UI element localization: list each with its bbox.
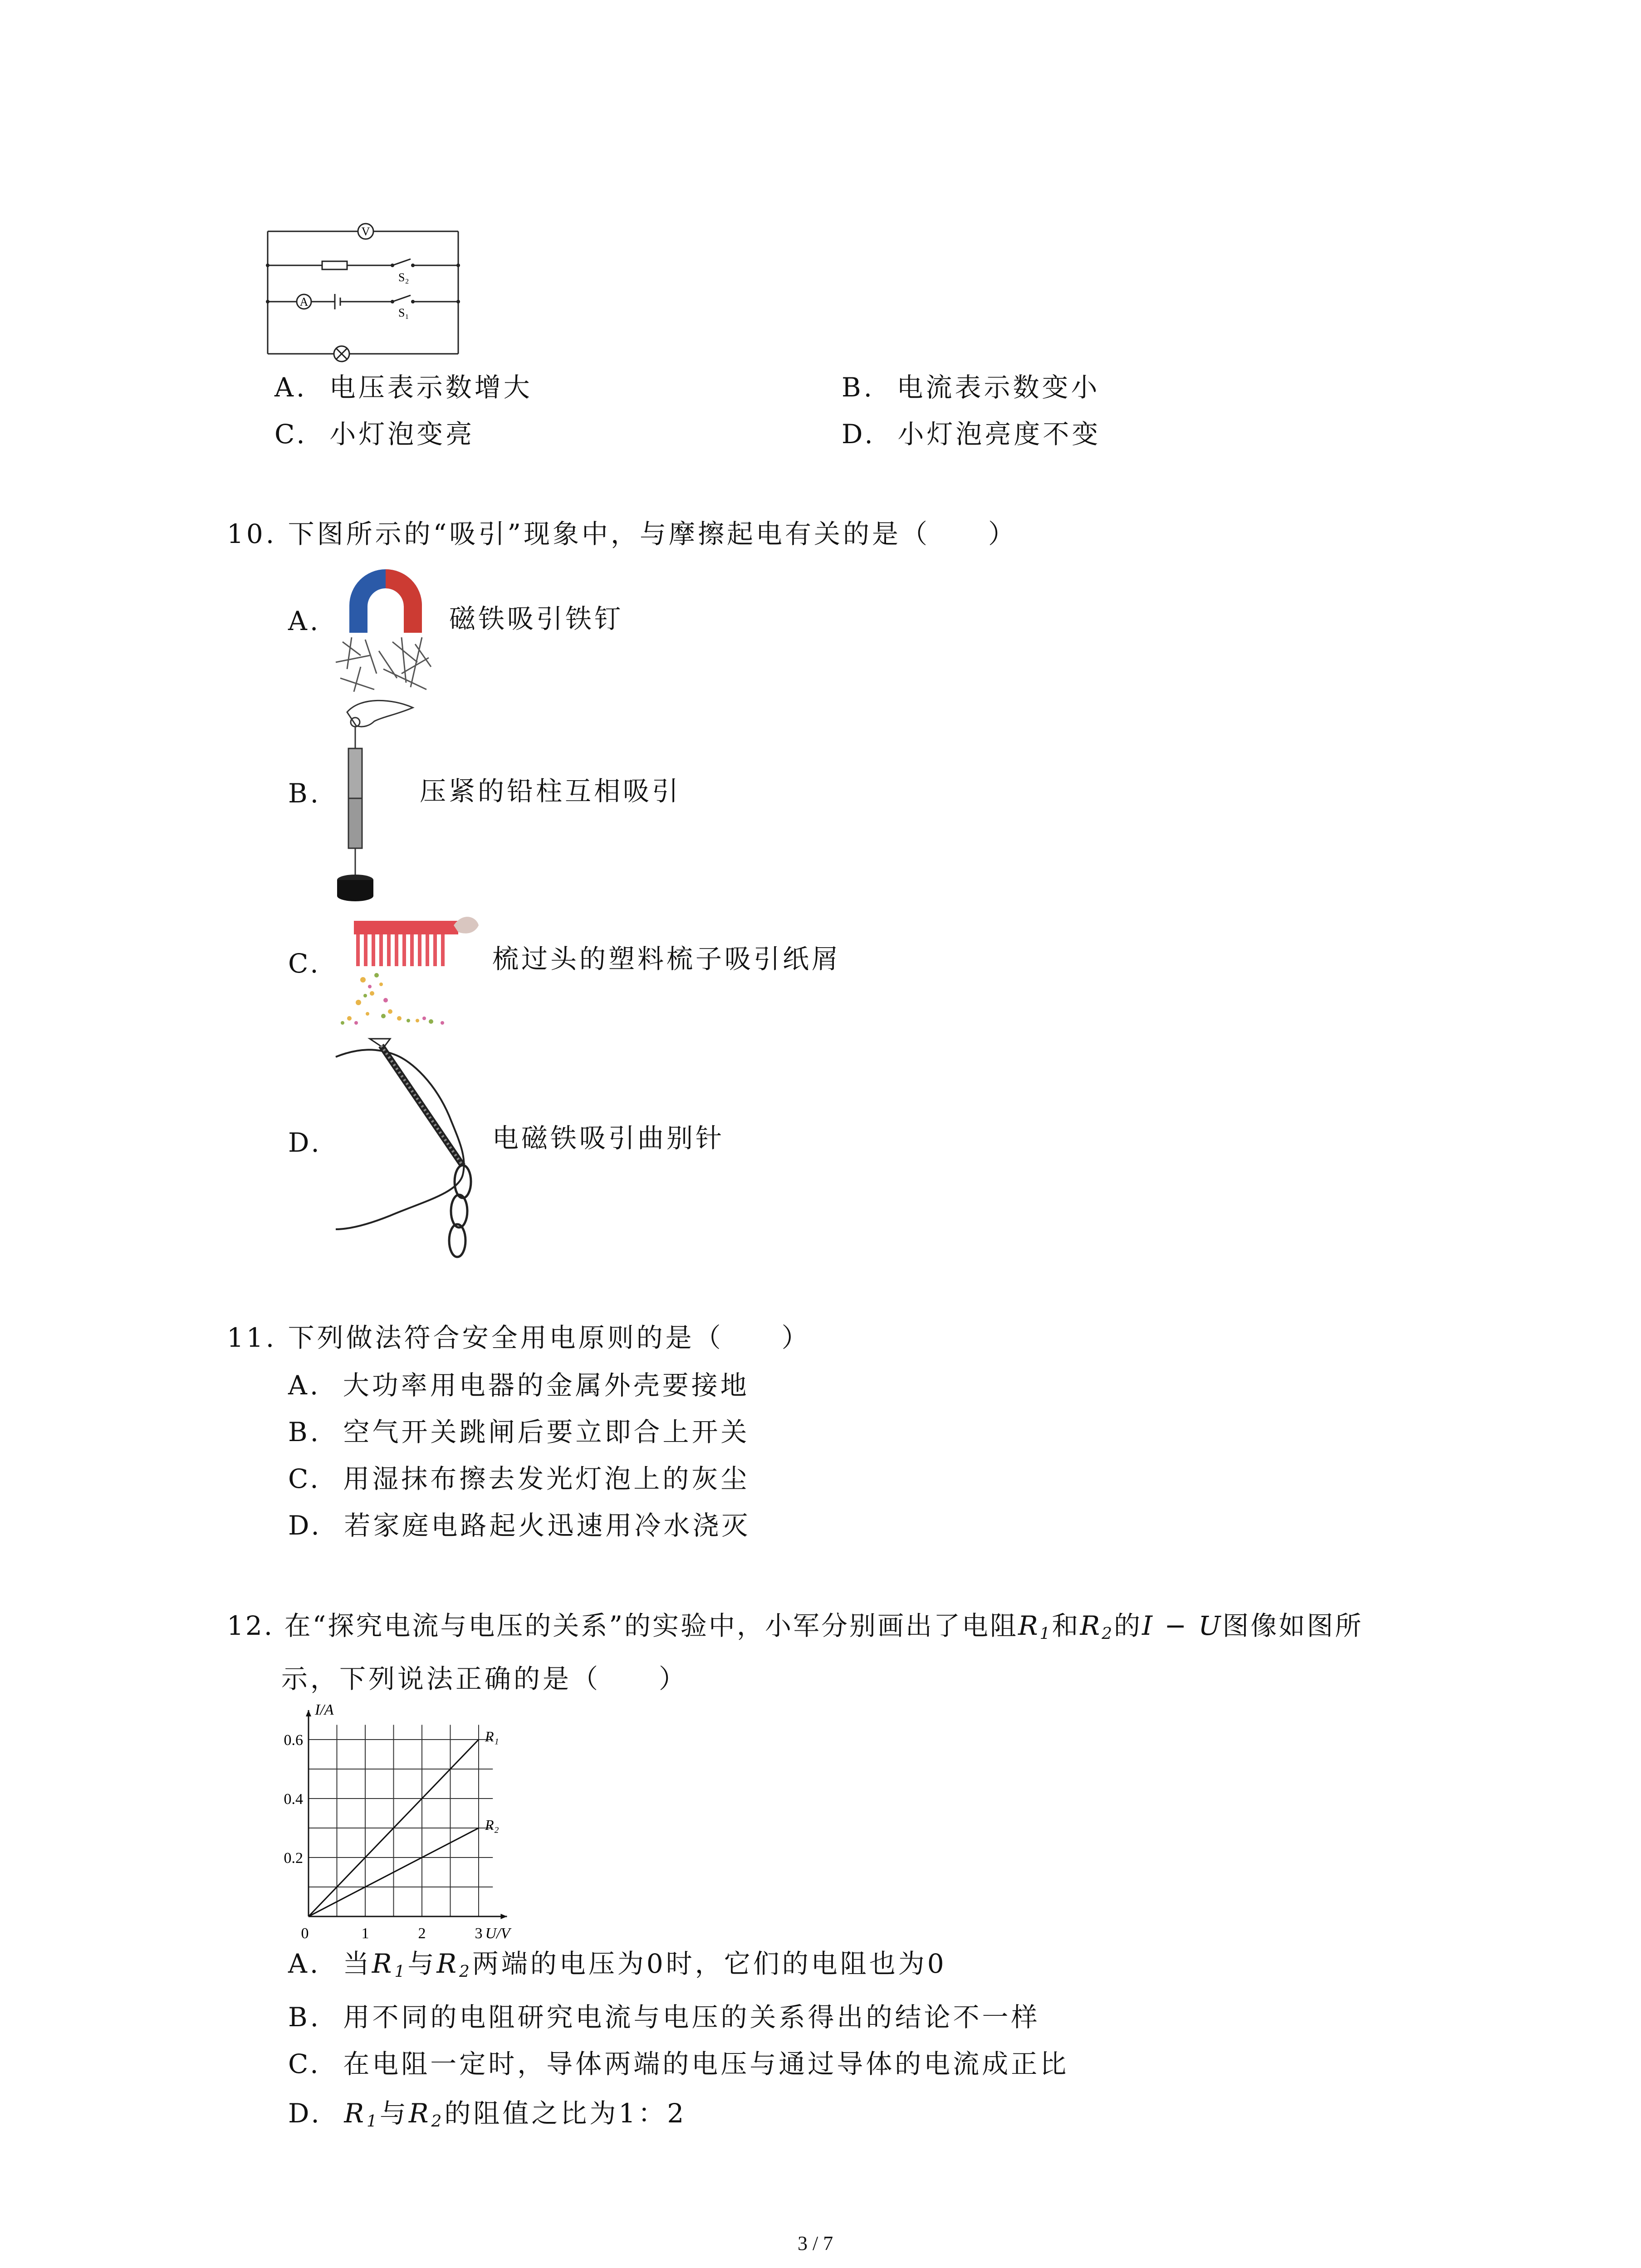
q11-option-b[interactable]	[288, 1419, 750, 1445]
y-axis-label: I/A	[315, 1703, 334, 1718]
voltmeter-label: V	[361, 225, 370, 238]
option-letter: A.	[288, 1370, 321, 1401]
circuit-diagram	[254, 213, 472, 372]
option-text: 小灯泡变亮	[329, 419, 475, 450]
y-tick-label: 0.6	[284, 1732, 303, 1749]
x-axis-arrow	[501, 1914, 507, 1919]
option-letter: C.	[288, 2048, 321, 2079]
option-text: 用湿抹布擦去发光灯泡上的灰尘	[343, 1463, 750, 1494]
r1-symbol: $R_1$	[344, 2098, 380, 2131]
q9-option-d[interactable]	[842, 419, 1101, 450]
q12-option-a[interactable]: A. 当$R_1$与$R_2$两端的电压为0时，它们的电阻也为0	[288, 1948, 947, 1981]
q12-option-b[interactable]	[288, 2002, 1040, 2033]
q11-option-c[interactable]	[288, 1463, 750, 1494]
electromagnet-image	[331, 1030, 485, 1261]
option-text: 大功率用电器的金属外壳要接地	[343, 1370, 749, 1401]
q10-option-a-letter[interactable]: A.	[288, 606, 321, 636]
series-label-2: R₂	[485, 1817, 499, 1833]
r2-symbol: $R_2$	[436, 1948, 472, 1981]
switch1-label: S₁	[398, 306, 409, 319]
q10-option-a-text: 磁铁吸引铁钉	[449, 603, 624, 634]
r2-symbol: $R_2$	[1080, 1610, 1114, 1643]
q12-stem-line2: 示，下列说法正确的是（ ）	[281, 1663, 688, 1694]
r2-symbol: $R_2$	[408, 2098, 445, 2131]
x-tick-label: 0	[301, 1925, 309, 1942]
option-letter: A.	[274, 372, 308, 403]
option-letter: C.	[288, 1463, 321, 1494]
option-text: 若家庭电路起火迅速用冷水浇灭	[344, 1510, 751, 1541]
option-text: 电流表示数变小	[896, 372, 1100, 403]
x-axis-label: U/V	[485, 1925, 510, 1942]
switch2-label: S₂	[398, 271, 409, 284]
q10-option-c-text: 梳过头的塑料梳子吸引纸屑	[492, 943, 841, 974]
q9-option-a[interactable]	[274, 374, 533, 401]
x-tick-label: 2	[418, 1925, 426, 1942]
option-text: 电压表示数增大	[329, 372, 533, 403]
option-letter: B.	[288, 2002, 322, 2033]
q11-stem: 11. 下列做法符合安全用电原则的是（ ）	[227, 1322, 811, 1353]
option-text: 在电阻一定时，导体两端的电压与通过导体的电流成正比	[343, 2048, 1069, 2079]
ammeter-label: A	[299, 295, 309, 308]
y-tick-label: 0.2	[284, 1850, 303, 1867]
q10-option-d-text: 电磁铁吸引曲别针	[492, 1123, 725, 1154]
option-letter: D.	[842, 419, 876, 450]
option-letter: B.	[842, 372, 875, 403]
q12-stem-line1: 12. 在“探究电流与电压的关系”的实验中，小军分别画出了电阻$R_1$和$R_2$的I − U图像如图所	[227, 1610, 1363, 1643]
lead-cylinders-image	[329, 694, 420, 907]
q10-option-b-letter[interactable]: B.	[288, 778, 322, 809]
series-label-1: R₁	[485, 1728, 499, 1745]
q12-option-d[interactable]: D. $R_1$与$R_2$的阻值之比为1：2	[288, 2098, 687, 2131]
iu-chart	[268, 1703, 558, 1948]
r1-symbol: $R_1$	[1018, 1610, 1052, 1643]
q11-option-a[interactable]	[288, 1370, 749, 1401]
q10-option-b-text: 压紧的铅柱互相吸引	[420, 776, 681, 807]
plastic-comb-image	[331, 907, 481, 1027]
y-tick-label: 0.4	[284, 1791, 303, 1808]
page-number: 3 / 7	[798, 2232, 833, 2254]
q9-option-b[interactable]	[842, 374, 1100, 401]
x-tick-label: 3	[475, 1925, 483, 1942]
option-text: 空气开关跳闸后要立即合上开关	[343, 1417, 750, 1447]
option-letter: B.	[288, 1417, 322, 1447]
option-letter: A.	[288, 1948, 321, 1979]
q9-option-c[interactable]	[274, 419, 475, 450]
iu-symbol: I − U	[1142, 1610, 1223, 1641]
x-tick-label: 1	[361, 1925, 369, 1942]
horseshoe-magnet-image	[333, 565, 438, 694]
q10-option-c-letter[interactable]: C.	[288, 948, 321, 979]
option-letter: D.	[288, 2098, 322, 2129]
option-letter: C.	[274, 419, 308, 450]
q11-option-d[interactable]	[288, 1512, 750, 1539]
option-text: 小灯泡亮度不变	[897, 419, 1101, 450]
option-text: 用不同的电阻研究电流与电压的关系得出的结论不一样	[343, 2002, 1040, 2033]
r1-symbol: $R_1$	[372, 1948, 408, 1981]
q10-option-d-letter[interactable]: D.	[288, 1127, 322, 1158]
y-axis-arrow	[306, 1710, 311, 1716]
option-letter: D.	[288, 1510, 322, 1541]
q10-stem: 10. 下图所示的“吸引”现象中，与摩擦起电有关的是（ ）	[227, 518, 1017, 549]
q12-option-c[interactable]	[288, 2048, 1069, 2079]
